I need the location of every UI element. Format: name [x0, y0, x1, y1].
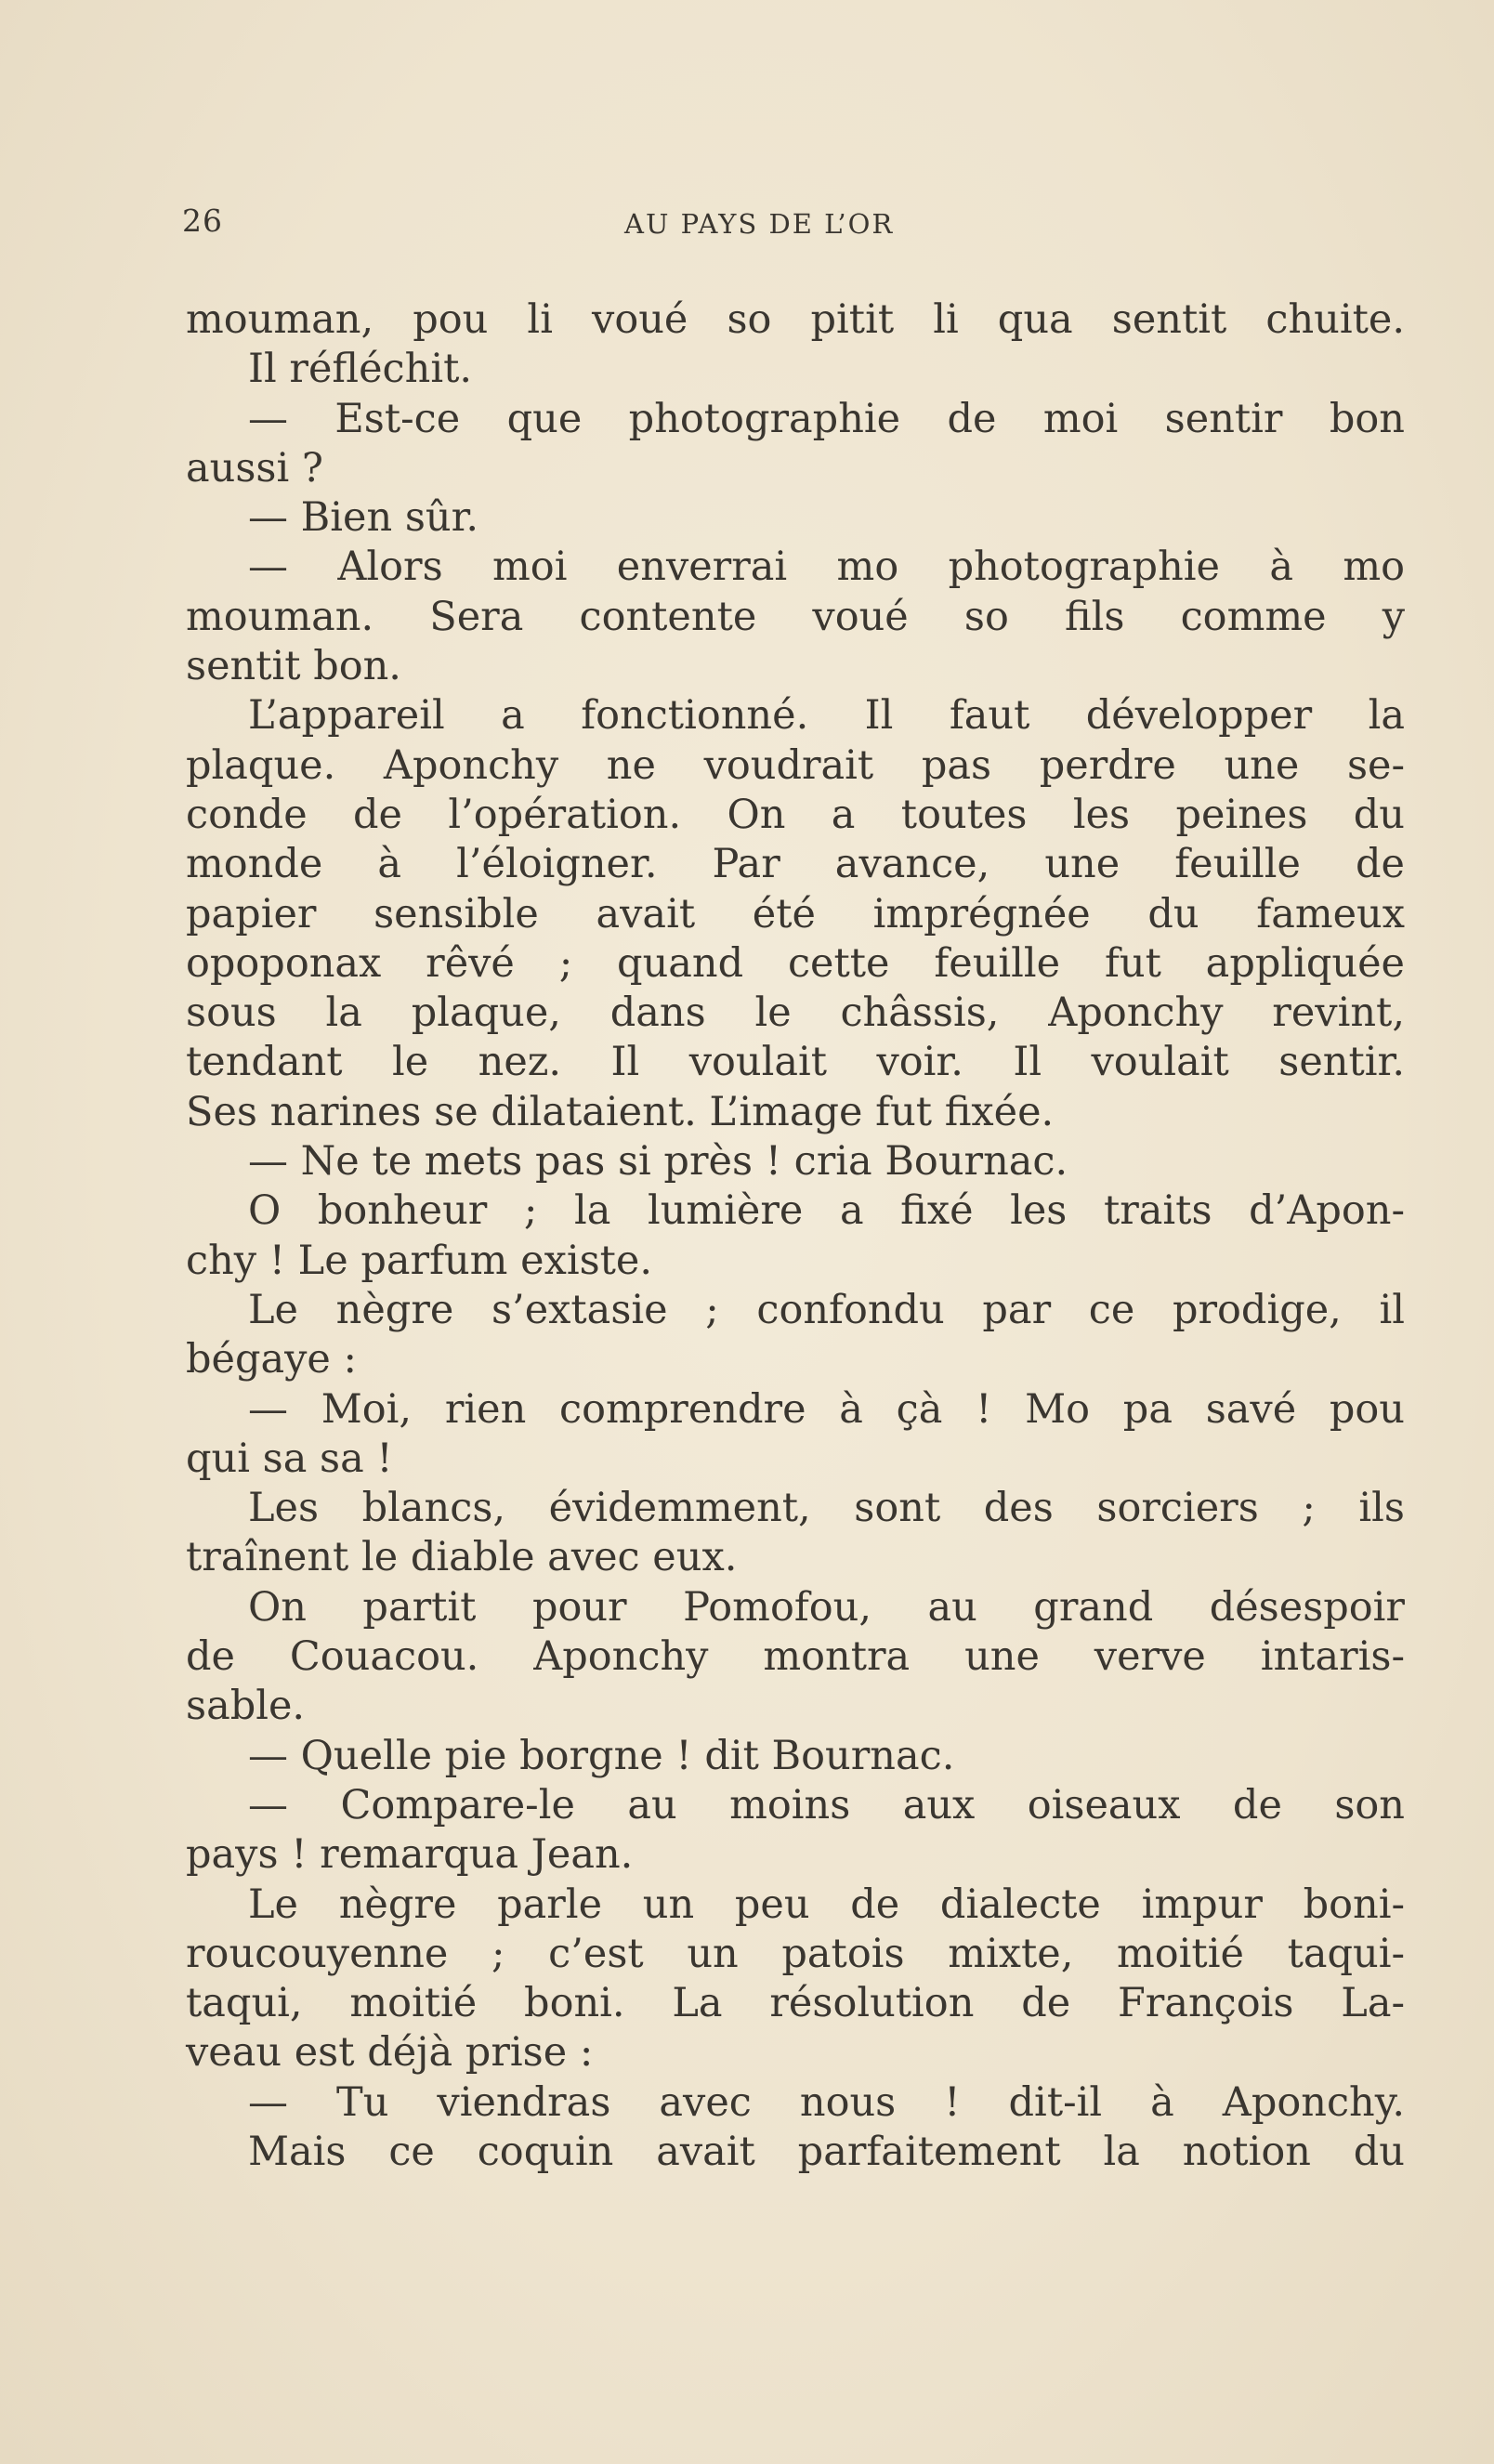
text-line: — Alors moi enverrai mo photographie à mo	[248, 544, 1405, 591]
text-line: conde de l’opération. On a toutes les peines du	[186, 791, 1405, 838]
text-line: qui sa sa !	[186, 1435, 393, 1482]
text-line: roucouyenne ; c’est un patois mixte, moitié taqui-	[186, 1930, 1405, 1977]
text-line: mouman. Sera contente voué so fils comme y	[186, 593, 1405, 640]
text-line: Il réfléchit.	[248, 346, 473, 393]
text-line: L’appareil a fonctionné. Il faut développer la	[248, 692, 1405, 740]
text-line: Mais ce coquin avait parfaitement la notion du	[248, 2128, 1405, 2175]
text-line: papier sensible avait été imprégnée du fameux	[186, 890, 1405, 937]
text-line: veau est déjà prise :	[186, 2029, 594, 2077]
text-line: Ses narines se dilataient. L’image fut fixée.	[186, 1088, 1055, 1135]
text-line: — Compare-le au moins aux oiseaux de son	[248, 1781, 1405, 1828]
text-line: aussi ?	[186, 444, 323, 491]
text-line: — Moi, rien comprendre à çà ! Mo pa savé pou	[248, 1385, 1405, 1433]
text-line: traînent le diable avec eux.	[186, 1534, 738, 1581]
text-line: — Quelle pie borgne ! dit Bournac.	[248, 1732, 955, 1779]
text-line: On partit pour Pomofou, au grand désespoir	[248, 1583, 1405, 1631]
text-line: taqui, moitié boni. La résolution de François La-	[186, 1980, 1405, 2027]
running-title: AU PAYS DE L’OR	[624, 208, 895, 240]
text-line: de Couacou. Aponchy montra une verve intaris-	[186, 1633, 1405, 1681]
text-line: chy ! Le parfum existe.	[186, 1237, 653, 1284]
text-line: Le nègre parle un peu de dialecte impur boni-	[248, 1881, 1405, 1928]
text-line: pays ! remarqua Jean.	[186, 1831, 634, 1879]
text-line: opoponax rêvé ; quand cette feuille fut appliquée	[186, 939, 1405, 987]
text-line: Les blancs, évidemment, sont des sorciers ; ils	[248, 1485, 1405, 1532]
text-line: — Est-ce que photographie de moi sentir bon	[248, 395, 1405, 442]
text-line: sentit bon.	[186, 643, 401, 690]
text-line: O bonheur ; la lumière a fixé les traits d’Apon-	[248, 1187, 1405, 1235]
text-line: monde à l’éloigner. Par avance, une feuille de	[186, 841, 1405, 888]
text-line: — Bien sûr.	[248, 494, 479, 542]
text-line: mouman, pou li voué so pitit li qua sentit chuite.	[186, 296, 1405, 343]
text-line: bégaye :	[186, 1336, 358, 1383]
text-line: — Tu viendras avec nous ! dit-il à Aponchy.	[248, 2078, 1405, 2126]
text-line: tendant le nez. Il voulait voir. Il voulait sentir.	[186, 1039, 1405, 1086]
text-line: Le nègre s’extasie ; confondu par ce prodige, il	[248, 1286, 1405, 1333]
text-line: sable.	[186, 1683, 306, 1730]
page-number: 26	[182, 203, 223, 239]
text-line: sous la plaque, dans le châssis, Aponchy revint,	[186, 990, 1405, 1037]
text-line: plaque. Aponchy ne voudrait pas perdre une se-	[186, 741, 1405, 789]
body-text	[186, 295, 1405, 2177]
text-line: — Ne te mets pas si près ! cria Bournac.	[248, 1138, 1068, 1186]
